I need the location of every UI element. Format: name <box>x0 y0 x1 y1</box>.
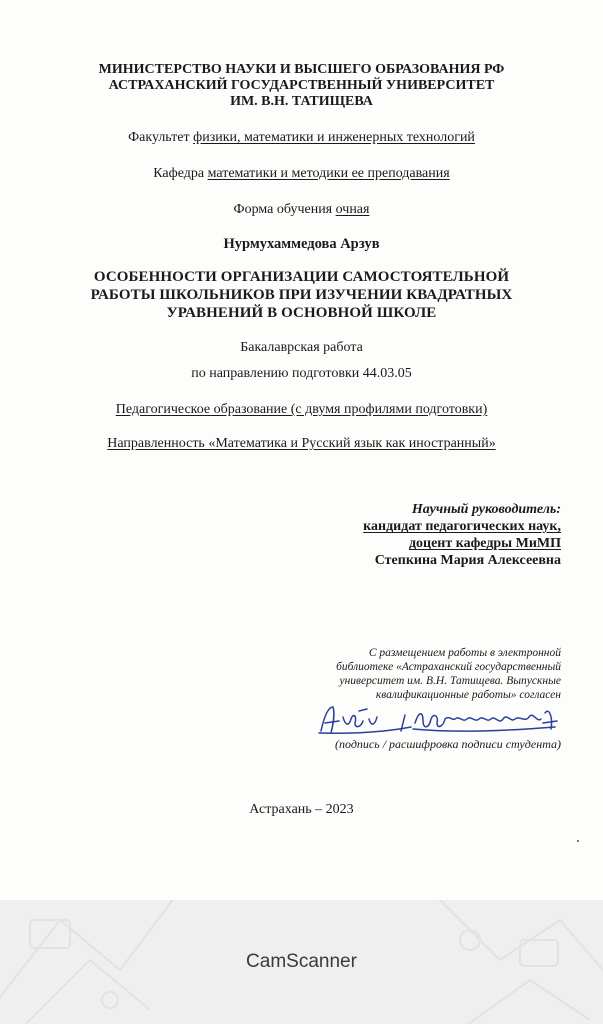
university-name-line: ИМ. В.Н. ТАТИЩЕВА <box>230 94 373 109</box>
focus-line: Направленность «Математика и Русский язык как иностранный» <box>107 436 496 451</box>
consent-line-2: библиотеке «Астраханский государственный <box>336 661 561 673</box>
university-line: АСТРАХАНСКИЙ ГОСУДАРСТВЕННЫЙ УНИВЕРСИТЕТ <box>108 78 495 93</box>
program-line: Педагогическое образование (с двумя профилями подготовки) <box>115 402 488 417</box>
author-name: Нурмухаммедова Арзув <box>223 236 380 252</box>
department-value: математики и методики ее преподавания <box>207 166 450 181</box>
ministry-line: МИНИСТЕРСТВО НАУКИ И ВЫСШЕГО ОБРАЗОВАНИЯ РФ <box>98 62 505 77</box>
supervisor-degree: кандидат педагогических наук, <box>363 519 561 534</box>
thesis-title-line-3: УРАВНЕНИЙ В ОСНОВНОЙ ШКОЛЕ <box>166 305 437 321</box>
camscanner-brand: CamScanner <box>246 951 357 972</box>
scan-speck <box>577 840 579 842</box>
supervisor-position: доцент кафедры МиМП <box>408 536 561 551</box>
faculty-line <box>0 130 603 146</box>
supervisor-label: Научный руководитель: <box>411 502 561 517</box>
faculty-prefix: Факультет <box>128 130 194 145</box>
place-year: Астрахань – 2023 <box>249 802 354 817</box>
work-type: Бакалаврская работа <box>240 340 363 355</box>
consent-line-4: квалификационные работы» согласен <box>375 689 561 701</box>
department-line <box>0 166 603 182</box>
signature-caption: (подпись / расшифровка подписи студента) <box>335 737 561 751</box>
supervisor-name: Степкина Мария Алексеевна <box>374 553 561 568</box>
study-form-prefix: Форма обучения <box>233 202 336 217</box>
handwritten-signature-icon <box>315 703 565 739</box>
faculty-value: физики, математики и инженерных технологий <box>193 130 475 145</box>
consent-line-1: С размещением работы в электронной <box>368 647 561 659</box>
department-prefix: Кафедра <box>153 166 208 181</box>
thesis-title-line-1: ОСОБЕННОСТИ ОРГАНИЗАЦИИ САМОСТОЯТЕЛЬНОЙ <box>93 269 510 285</box>
thesis-title-line-2: РАБОТЫ ШКОЛЬНИКОВ ПРИ ИЗУЧЕНИИ КВАДРАТНЫХ <box>90 287 513 303</box>
consent-line-3: университет им. В.Н. Татищева. Выпускные <box>339 675 561 687</box>
study-form-value: очная <box>335 202 370 217</box>
direction-line: по направлению подготовки 44.03.05 <box>191 366 412 381</box>
study-form-line <box>0 202 603 218</box>
